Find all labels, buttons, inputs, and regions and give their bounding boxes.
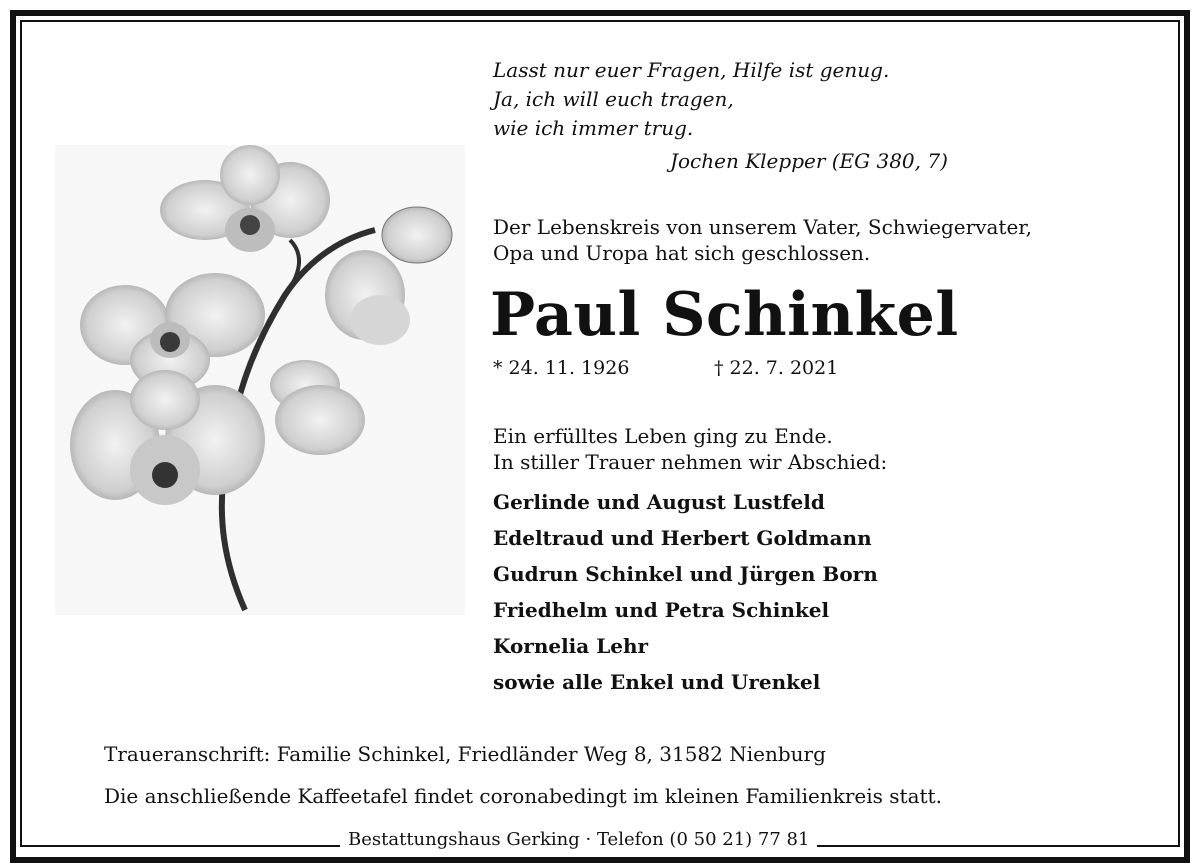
quote-line-2: Ja, ich will euch tragen,	[493, 87, 734, 111]
quote-line-3: wie ich immer trug.	[493, 116, 694, 140]
funeral-home: Bestattungshaus Gerking · Telefon (0 50 21) 77 81	[340, 829, 817, 850]
mourner-item: Gerlinde und August Lustfeld	[493, 490, 825, 514]
note-line: Die anschließende Kaffeetafel findet coronabedingt im kleinen Familienkreis statt.	[104, 784, 942, 808]
mourner-item: Friedhelm und Petra Schinkel	[493, 598, 830, 622]
mourner-item: Gudrun Schinkel und Jürgen Born	[493, 562, 878, 586]
farewell-line-2: In stiller Trauer nehmen wir Abschied:	[493, 450, 888, 474]
deceased-name: Paul Schinkel	[490, 280, 959, 350]
birth-date: * 24. 11. 1926	[493, 357, 630, 379]
orchid-image	[55, 145, 465, 615]
death-date: † 22. 7. 2021	[714, 357, 839, 379]
mourner-item: Kornelia Lehr	[493, 634, 649, 658]
quote-author: Jochen Klepper (EG 380, 7)	[670, 149, 948, 173]
address-line: Traueranschrift: Familie Schinkel, Friedländer Weg 8, 31582 Nienburg	[104, 742, 826, 766]
intro-line-2: Opa und Uropa hat sich geschlossen.	[493, 241, 871, 265]
mourner-item: Edeltraud und Herbert Goldmann	[493, 526, 872, 550]
intro-line-1: Der Lebenskreis von unserem Vater, Schwiegervater,	[493, 215, 1033, 239]
quote-line-1: Lasst nur euer Fragen, Hilfe ist genug.	[493, 58, 890, 82]
farewell-line-1: Ein erfülltes Leben ging zu Ende.	[493, 424, 833, 448]
mourner-item: sowie alle Enkel und Urenkel	[493, 670, 821, 694]
mourner-list	[493, 484, 878, 700]
